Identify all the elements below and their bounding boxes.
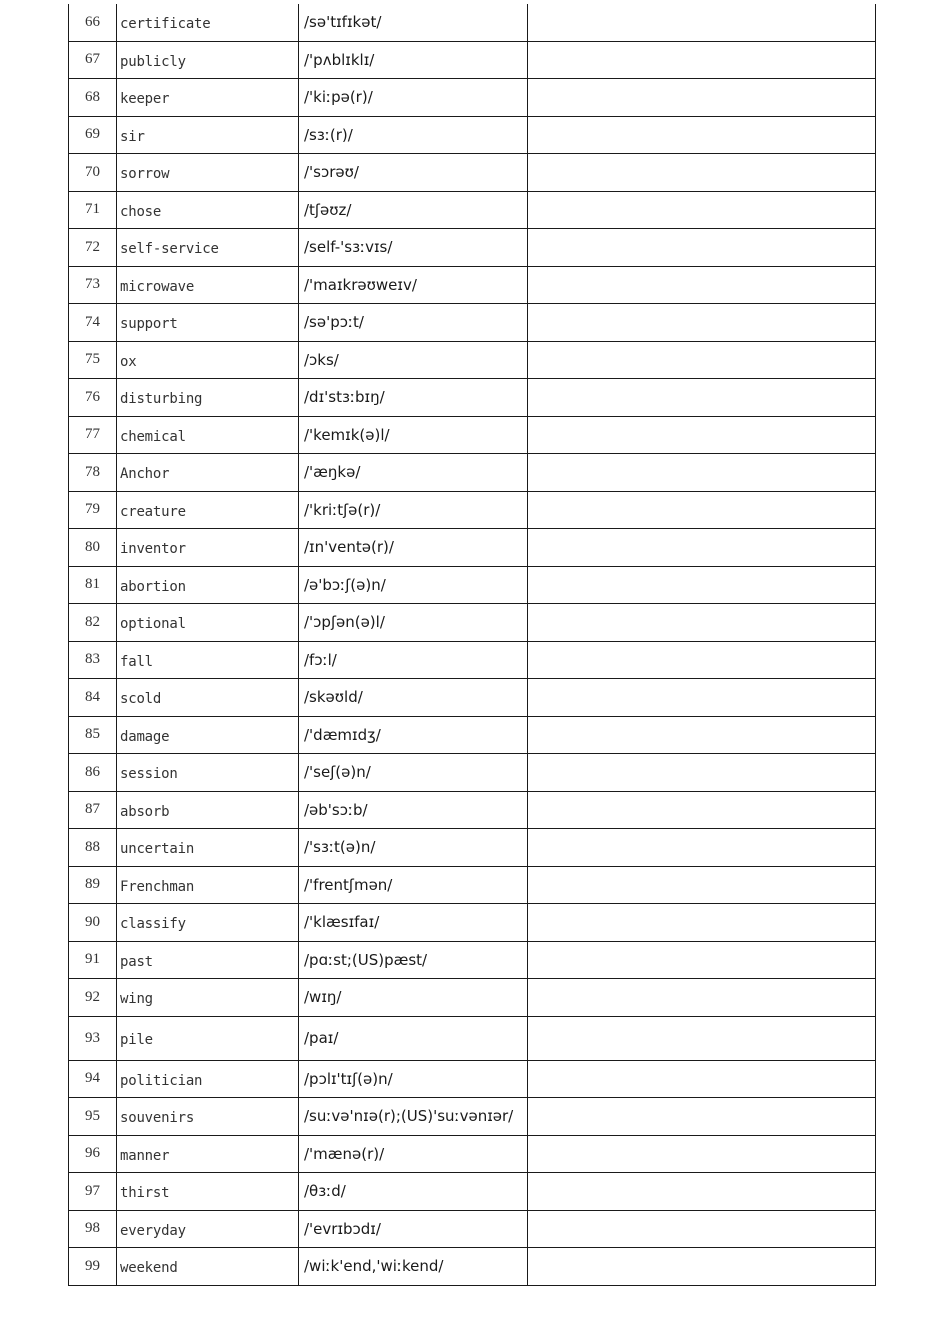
word-number: 86: [69, 754, 117, 792]
table-row: [69, 566, 876, 604]
word-number: 67: [69, 41, 117, 79]
table-row: [69, 304, 876, 342]
phonetic-transcription: /'sɜːt(ə)n/: [299, 829, 528, 867]
english-word: past: [117, 941, 299, 979]
table-row: [69, 679, 876, 717]
word-number: 69: [69, 116, 117, 154]
word-number: 85: [69, 716, 117, 754]
word-number: 84: [69, 679, 117, 717]
english-word: Anchor: [117, 454, 299, 492]
blank-answer-cell: [528, 416, 876, 454]
word-number: 74: [69, 304, 117, 342]
table-row: [69, 829, 876, 867]
phonetic-transcription: /wiːk'end,'wiːkend/: [299, 1248, 528, 1286]
table-row: [69, 754, 876, 792]
table-row: [69, 79, 876, 117]
phonetic-transcription: /əb'sɔːb/: [299, 791, 528, 829]
phonetic-transcription: /sə'tɪfɪkət/: [299, 4, 528, 41]
blank-answer-cell: [528, 904, 876, 942]
table-row: [69, 266, 876, 304]
word-number: 76: [69, 379, 117, 417]
table-row: [69, 41, 876, 79]
phonetic-transcription: /suːvə'nɪə(r);(US)'suːvənɪər/: [299, 1098, 528, 1136]
phonetic-transcription: /wɪŋ/: [299, 979, 528, 1017]
word-number: 94: [69, 1060, 117, 1098]
table-row: [69, 1016, 876, 1060]
word-number: 93: [69, 1016, 117, 1060]
word-number: 80: [69, 529, 117, 567]
phonetic-transcription: /'mænə(r)/: [299, 1135, 528, 1173]
english-word: sorrow: [117, 154, 299, 192]
word-number: 99: [69, 1248, 117, 1286]
phonetic-transcription: /tʃəʊz/: [299, 191, 528, 229]
english-word: chemical: [117, 416, 299, 454]
english-word: creature: [117, 491, 299, 529]
blank-answer-cell: [528, 866, 876, 904]
blank-answer-cell: [528, 304, 876, 342]
english-word: support: [117, 304, 299, 342]
blank-answer-cell: [528, 79, 876, 117]
blank-answer-cell: [528, 1210, 876, 1248]
english-word: fall: [117, 641, 299, 679]
blank-answer-cell: [528, 116, 876, 154]
phonetic-transcription: /'æŋkə/: [299, 454, 528, 492]
table-row: [69, 866, 876, 904]
phonetic-transcription: /'kiːpə(r)/: [299, 79, 528, 117]
word-number: 82: [69, 604, 117, 642]
english-word: thirst: [117, 1173, 299, 1211]
phonetic-transcription: /sɜː(r)/: [299, 116, 528, 154]
phonetic-transcription: /'seʃ(ə)n/: [299, 754, 528, 792]
english-word: uncertain: [117, 829, 299, 867]
word-number: 91: [69, 941, 117, 979]
english-word: manner: [117, 1135, 299, 1173]
word-number: 88: [69, 829, 117, 867]
blank-answer-cell: [528, 379, 876, 417]
english-word: damage: [117, 716, 299, 754]
english-word: everyday: [117, 1210, 299, 1248]
blank-answer-cell: [528, 191, 876, 229]
phonetic-transcription: /'pʌblɪklɪ/: [299, 41, 528, 79]
word-number: 78: [69, 454, 117, 492]
word-number: 98: [69, 1210, 117, 1248]
word-number: 79: [69, 491, 117, 529]
english-word: politician: [117, 1060, 299, 1098]
table-row: [69, 229, 876, 267]
english-word: inventor: [117, 529, 299, 567]
phonetic-transcription: /'maɪkrəʊweɪv/: [299, 266, 528, 304]
blank-answer-cell: [528, 679, 876, 717]
english-word: chose: [117, 191, 299, 229]
english-word: abortion: [117, 566, 299, 604]
table-row: [69, 1210, 876, 1248]
word-number: 90: [69, 904, 117, 942]
phonetic-transcription: /'klæsɪfaɪ/: [299, 904, 528, 942]
word-number: 70: [69, 154, 117, 192]
word-number: 96: [69, 1135, 117, 1173]
phonetic-transcription: /pɔlɪ'tɪʃ(ə)n/: [299, 1060, 528, 1098]
blank-answer-cell: [528, 491, 876, 529]
blank-answer-cell: [528, 1135, 876, 1173]
phonetic-transcription: /paɪ/: [299, 1016, 528, 1060]
word-number: 89: [69, 866, 117, 904]
table-row: [69, 1248, 876, 1286]
word-number: 71: [69, 191, 117, 229]
blank-answer-cell: [528, 41, 876, 79]
table-row: [69, 716, 876, 754]
english-word: sir: [117, 116, 299, 154]
phonetic-transcription: /skəʊld/: [299, 679, 528, 717]
english-word: scold: [117, 679, 299, 717]
blank-answer-cell: [528, 1098, 876, 1136]
english-word: microwave: [117, 266, 299, 304]
word-number: 92: [69, 979, 117, 1017]
word-number: 77: [69, 416, 117, 454]
english-word: weekend: [117, 1248, 299, 1286]
word-number: 83: [69, 641, 117, 679]
blank-answer-cell: [528, 1173, 876, 1211]
table-row: [69, 491, 876, 529]
blank-answer-cell: [528, 229, 876, 267]
english-word: keeper: [117, 79, 299, 117]
table-row: [69, 154, 876, 192]
phonetic-transcription: /ɔks/: [299, 341, 528, 379]
word-number: 95: [69, 1098, 117, 1136]
table-row: [69, 941, 876, 979]
table-row: [69, 904, 876, 942]
table-row: [69, 1135, 876, 1173]
table-row: [69, 979, 876, 1017]
english-word: certificate: [117, 4, 299, 41]
table-row: [69, 529, 876, 567]
word-number: 75: [69, 341, 117, 379]
blank-answer-cell: [528, 454, 876, 492]
word-number: 87: [69, 791, 117, 829]
blank-answer-cell: [528, 979, 876, 1017]
word-number: 81: [69, 566, 117, 604]
blank-answer-cell: [528, 754, 876, 792]
blank-answer-cell: [528, 341, 876, 379]
english-word: publicly: [117, 41, 299, 79]
table-row: [69, 116, 876, 154]
phonetic-transcription: /fɔːl/: [299, 641, 528, 679]
phonetic-transcription: /dɪ'stɜːbɪŋ/: [299, 379, 528, 417]
blank-answer-cell: [528, 4, 876, 41]
blank-answer-cell: [528, 641, 876, 679]
table-row: [69, 4, 876, 41]
phonetic-transcription: /'sɔrəʊ/: [299, 154, 528, 192]
blank-answer-cell: [528, 266, 876, 304]
english-word: Frenchman: [117, 866, 299, 904]
word-number: 73: [69, 266, 117, 304]
table-row: [69, 1098, 876, 1136]
blank-answer-cell: [528, 529, 876, 567]
english-word: absorb: [117, 791, 299, 829]
english-word: disturbing: [117, 379, 299, 417]
blank-answer-cell: [528, 1060, 876, 1098]
table-row: [69, 791, 876, 829]
phonetic-transcription: /θɜːd/: [299, 1173, 528, 1211]
table-row: [69, 641, 876, 679]
blank-answer-cell: [528, 604, 876, 642]
english-word: session: [117, 754, 299, 792]
phonetic-transcription: /'kemɪk(ə)l/: [299, 416, 528, 454]
blank-answer-cell: [528, 716, 876, 754]
table-row: [69, 454, 876, 492]
phonetic-transcription: /pɑːst;(US)pæst/: [299, 941, 528, 979]
phonetic-transcription: /ɪn'ventə(r)/: [299, 529, 528, 567]
phonetic-transcription: /'evrɪbɔdɪ/: [299, 1210, 528, 1248]
english-word: wing: [117, 979, 299, 1017]
english-word: ox: [117, 341, 299, 379]
phonetic-transcription: /'kriːtʃə(r)/: [299, 491, 528, 529]
table-row: [69, 341, 876, 379]
phonetic-transcription: /ə'bɔːʃ(ə)n/: [299, 566, 528, 604]
blank-answer-cell: [528, 791, 876, 829]
vocabulary-table-body: [69, 4, 876, 1285]
english-word: self-service: [117, 229, 299, 267]
word-number: 72: [69, 229, 117, 267]
table-row: [69, 604, 876, 642]
phonetic-transcription: /'dæmɪdʒ/: [299, 716, 528, 754]
word-number: 68: [69, 79, 117, 117]
english-word: pile: [117, 1016, 299, 1060]
table-row: [69, 1060, 876, 1098]
english-word: souvenirs: [117, 1098, 299, 1136]
english-word: optional: [117, 604, 299, 642]
blank-answer-cell: [528, 1016, 876, 1060]
table-row: [69, 416, 876, 454]
phonetic-transcription: /'frentʃmən/: [299, 866, 528, 904]
phonetic-transcription: /self-'sɜːvɪs/: [299, 229, 528, 267]
blank-answer-cell: [528, 566, 876, 604]
table-row: [69, 379, 876, 417]
phonetic-transcription: /'ɔpʃən(ə)l/: [299, 604, 528, 642]
vocabulary-table: [68, 4, 876, 1286]
table-row: [69, 191, 876, 229]
blank-answer-cell: [528, 1248, 876, 1286]
blank-answer-cell: [528, 829, 876, 867]
english-word: classify: [117, 904, 299, 942]
blank-answer-cell: [528, 941, 876, 979]
word-number: 97: [69, 1173, 117, 1211]
blank-answer-cell: [528, 154, 876, 192]
table-row: [69, 1173, 876, 1211]
phonetic-transcription: /sə'pɔːt/: [299, 304, 528, 342]
word-number: 66: [69, 4, 117, 41]
